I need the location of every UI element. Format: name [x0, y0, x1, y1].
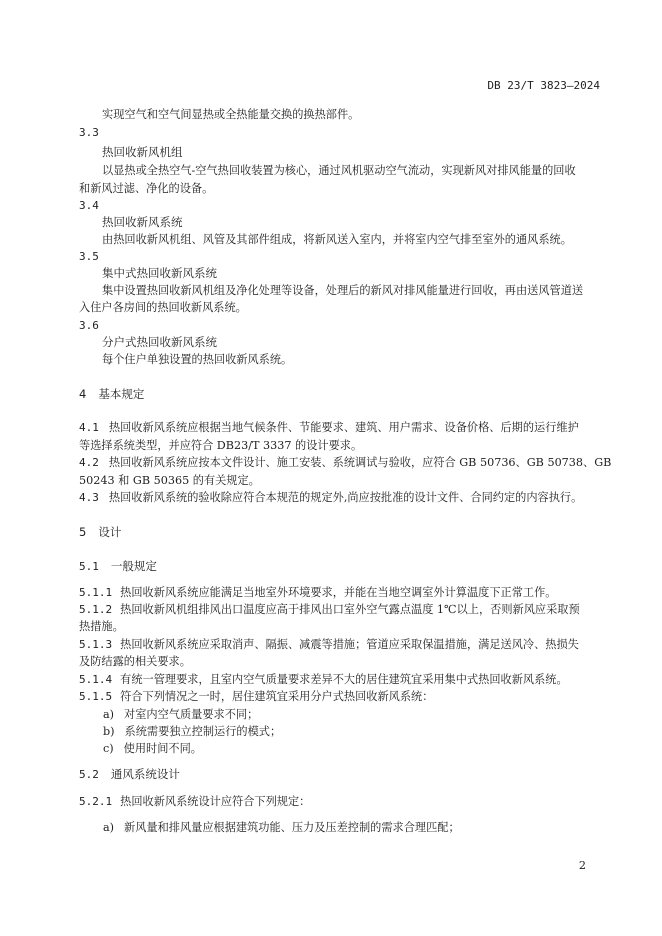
- list-item: [103, 707, 258, 722]
- clause-number: 5.1.4: [79, 673, 113, 686]
- chapter-title: 基本规定: [98, 387, 145, 401]
- definition-text: 入住户各房间的热回收新风系统。: [79, 301, 247, 314]
- clause: [79, 689, 433, 704]
- clause-text: 50243 和 GB 50365 的有关规定。: [79, 474, 260, 487]
- clause: [79, 455, 611, 470]
- definition-text: 实现空气和空气间显热或全热能量交换的换热部件。: [102, 108, 360, 121]
- clause-text: 热回收新风系统设计应符合下列规定：: [120, 795, 311, 808]
- chapter-heading: [79, 386, 144, 402]
- section-number: 5.2: [79, 768, 99, 781]
- list-marker: c): [103, 742, 114, 755]
- term-title: 集中式热回收新风系统: [102, 266, 217, 280]
- clause-number: 4.2: [79, 456, 99, 469]
- clause: [79, 420, 579, 435]
- clause-number: 5.1.1: [79, 586, 113, 599]
- term-title: 热回收新风系统: [102, 215, 183, 229]
- term-number: 3.4: [79, 199, 99, 212]
- list-item: [103, 820, 460, 835]
- list-text: 新风量和排风量应根据建筑功能、压力及压差控制的需求合理匹配；: [124, 821, 460, 834]
- clause-text: 有统一管理要求，且室内空气质量要求差异不大的居住建筑宜采用集中式热回收新风系统。: [120, 673, 568, 686]
- section-heading: [79, 766, 180, 782]
- term-number: 3.3: [79, 126, 99, 139]
- definition-text: 每个住户单独设置的热回收新风系统。: [102, 353, 293, 366]
- section-title: 通风系统设计: [110, 767, 180, 781]
- clause: [79, 585, 556, 600]
- chapter-number: 4: [79, 387, 87, 401]
- clause: [79, 637, 579, 652]
- list-item: [103, 724, 281, 739]
- list-text: 系统需要独立控制运行的模式；: [124, 725, 282, 738]
- clause: [79, 490, 582, 505]
- clause-number: 5.1.3: [79, 638, 113, 651]
- clause-text: 热回收新风系统应采取消声、隔振、减震等措施；管道应采取保温措施，满足送风冷、热损失: [120, 638, 579, 651]
- clause-number: 5.1.5: [79, 690, 113, 703]
- clause: [79, 672, 568, 687]
- clause-text: 等选择系统类型，并应符合 DB23/T 3337 的设计要求。: [79, 439, 363, 452]
- term-number: 3.6: [79, 319, 99, 332]
- clause-text: 符合下列情况之一时，居住建筑宜采用分户式热回收新风系统：: [120, 690, 434, 703]
- clause: [79, 794, 310, 809]
- clause-text: 热回收新风系统应按本文件设计、施工安装、系统调试与验收，应符合 GB 50736、GB 50738、GB: [108, 456, 612, 469]
- list-marker: a): [103, 708, 115, 721]
- term-title: 热回收新风机组: [102, 145, 183, 159]
- definition-text: 以显热或全热空气-空气热回收装置为核心，通过风机驱动空气流动，实现新风对排风能量的回收: [102, 164, 576, 177]
- term-title: 分户式热回收新风系统: [102, 335, 217, 349]
- page-number: 2: [578, 859, 586, 872]
- clause-text: 及防结露的相关要求。: [79, 655, 191, 668]
- clause-number: 4.1: [79, 421, 99, 434]
- section-title: 一般规定: [110, 559, 157, 573]
- list-marker: a): [103, 821, 115, 834]
- clause-number: 5.2.1: [79, 795, 113, 808]
- term-number: 3.5: [79, 250, 99, 263]
- document-id: DB 23/T 3823—2024: [487, 79, 600, 92]
- list-item: [103, 741, 202, 756]
- clause-number: 5.1.2: [79, 603, 113, 616]
- clause-text: 热措施。: [79, 620, 124, 633]
- definition-text: 和新风过滤、净化的设备。: [79, 182, 214, 195]
- section-number: 5.1: [79, 560, 99, 573]
- chapter-heading: [79, 524, 121, 540]
- clause-number: 4.3: [79, 491, 99, 504]
- list-text: 使用时间不同。: [123, 742, 202, 755]
- definition-text: 由热回收新风机组、风管及其部件组成，将新风送入室内，并将室内空气排至室外的通风系统。: [102, 233, 572, 246]
- clause-text: 热回收新风系统应根据当地气候条件、节能要求、建筑、用户需求、设备价格、后期的运行维护: [108, 421, 579, 434]
- definition-text: 集中设置热回收新风机组及净化处理等设备，处理后的新风对排风能量进行回收，再由送风管道送: [102, 284, 584, 297]
- clause-text: 热回收新风系统的验收除应符合本规范的规定外,尚应按批准的设计文件、合同约定的内容执行。: [108, 491, 583, 504]
- list-marker: b): [103, 725, 115, 738]
- clause: [79, 602, 580, 617]
- clause-text: 热回收新风系统应能满足当地室外环境要求，并能在当地空调室外计算温度下正常工作。: [120, 586, 557, 599]
- chapter-number: 5: [79, 525, 87, 539]
- list-text: 对室内空气质量要求不同；: [124, 708, 259, 721]
- chapter-title: 设计: [98, 525, 122, 539]
- clause-text: 热回收新风机组排风出口温度应高于排风出口室外空气露点温度 1℃以上，否则新风应采取预: [120, 603, 580, 616]
- section-heading: [79, 558, 157, 574]
